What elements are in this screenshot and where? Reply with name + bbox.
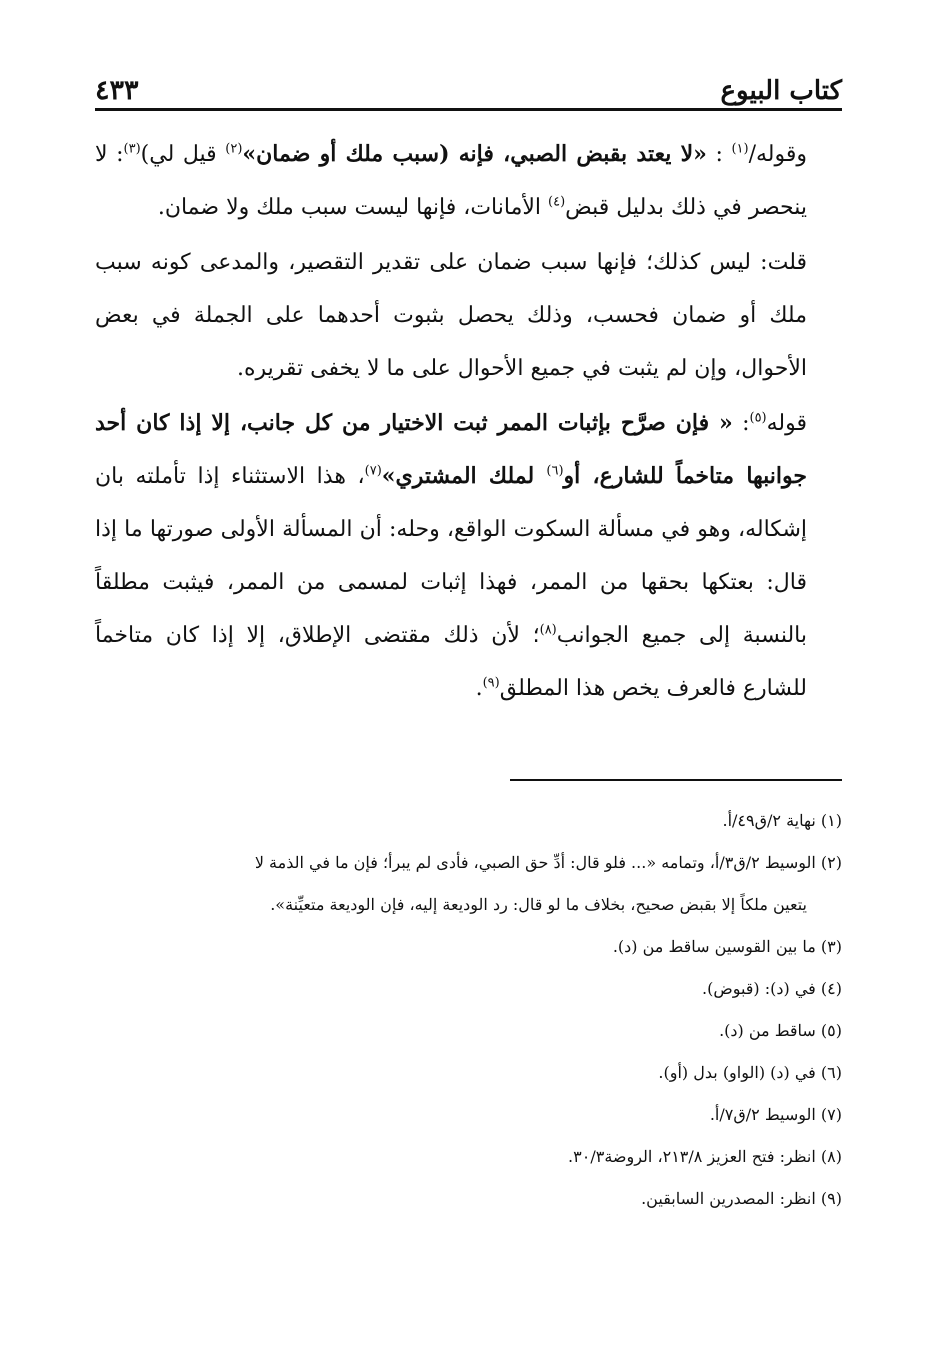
footnotes bbox=[95, 800, 842, 1220]
footnote-ref: (٤) bbox=[548, 194, 566, 210]
text-run: : لا ينحصر في ذلك بدليل قبض bbox=[95, 142, 807, 220]
footnote: (٦) في (د) (الواو) بدل (أو). bbox=[658, 1063, 842, 1082]
footnote-divider bbox=[510, 779, 842, 781]
footnote-ref: (٩) bbox=[482, 675, 500, 691]
footnote-ref: (١) bbox=[731, 141, 749, 157]
footnote: (٨) انظر: فتح العزيز ٢١٣/٨، الروضة٣٠/٣. bbox=[568, 1147, 842, 1166]
header-divider bbox=[95, 108, 842, 111]
chapter-title: كتاب البيوع bbox=[720, 76, 842, 106]
paragraph bbox=[95, 236, 842, 395]
text-run: قوله bbox=[766, 411, 808, 436]
footnote: (٤) في (د): (قبوض). bbox=[702, 979, 842, 998]
paragraph bbox=[95, 128, 842, 234]
footnote: (٥) ساقط من (د). bbox=[719, 1021, 842, 1040]
footnote: (٩) انظر: المصدرين السابقين. bbox=[641, 1189, 842, 1208]
footnote: (٧) الوسيط ٢/ق٧/أ. bbox=[709, 1105, 842, 1124]
text-run: قلت: ليس كذلك؛ فإنها سبب ضمان على تقدير التقصير، والمدعى كونه سبب ملك أو ضمان فحسب، وذلك يحصل بثبوت أحدهما على الجملة في بعض الأحوال، وإن لم يثبت في جميع الأحوال على ما لا يخفى تقريره. bbox=[95, 250, 807, 381]
footnote-ref: (٥) bbox=[749, 410, 767, 426]
page-number: ٤٣٣ bbox=[95, 75, 139, 106]
footnote: يتعين ملكاً إلا بقبض صحيح، بخلاف ما لو قال: رد الوديعة إليه، فإن الوديعة متعيِّنة». bbox=[270, 895, 807, 914]
paragraph bbox=[95, 397, 842, 715]
footnote: (١) نهاية ٢/ق٤٩/أ. bbox=[722, 811, 842, 830]
footnote: (٢) الوسيط ٢/ق٣/أ، وتمامه «... فلو قال: أدِّ حق الصبي، فأدى لم يبرأ؛ فإن ما في الذمة لا bbox=[254, 853, 842, 872]
footnote-ref: (٢) bbox=[225, 141, 243, 157]
text-run: ، هذا الاستثناء إذا تأملته بان إشكاله، وهو في مسألة السكوت الواقع، وحله: أن المسألة الأولى صورتها ما إذا قال: بعتكها بحقها من الممر، فهذا إثبات لمسمى من الممر، فيثبت مطلقاً بالنسبة إلى جميع الجوانب bbox=[95, 464, 807, 648]
page-header bbox=[95, 66, 842, 106]
text-run: : bbox=[732, 411, 750, 436]
footnote: (٣) ما بين القوسين ساقط من (د). bbox=[612, 937, 842, 956]
footnote-ref: (٣) bbox=[123, 141, 141, 157]
text-run: وقوله/ bbox=[748, 142, 807, 167]
quoted-text: لملك المشتري» bbox=[381, 463, 547, 489]
quoted-text: «لا يعتد بقبض الصبي، فإنه (سبب ملك أو ضمان» bbox=[242, 141, 707, 167]
text-run: ؛ لأن ذلك مقتضى الإطلاق، إلا إذا كان متاخماً للشارع فالعرف يخص هذا المطلق bbox=[95, 623, 807, 701]
text-run: : bbox=[706, 142, 732, 167]
footnote-ref: (٨) bbox=[539, 622, 557, 638]
text-run: . bbox=[475, 676, 483, 701]
text-run: قيل لي) bbox=[140, 142, 226, 167]
footnote-ref: (٦) bbox=[546, 463, 564, 479]
main-text bbox=[95, 128, 842, 715]
text-run: الأمانات، فإنها ليست سبب ملك ولا ضمان. bbox=[157, 195, 549, 220]
quoted-text: « فإن صرَّح بإثبات الممر ثبت الاختيار من كل جانب، إلا إذا كان أحد جوانبها متاخماً للشارع، أو bbox=[95, 410, 807, 489]
footnote-ref: (٧) bbox=[364, 463, 382, 479]
